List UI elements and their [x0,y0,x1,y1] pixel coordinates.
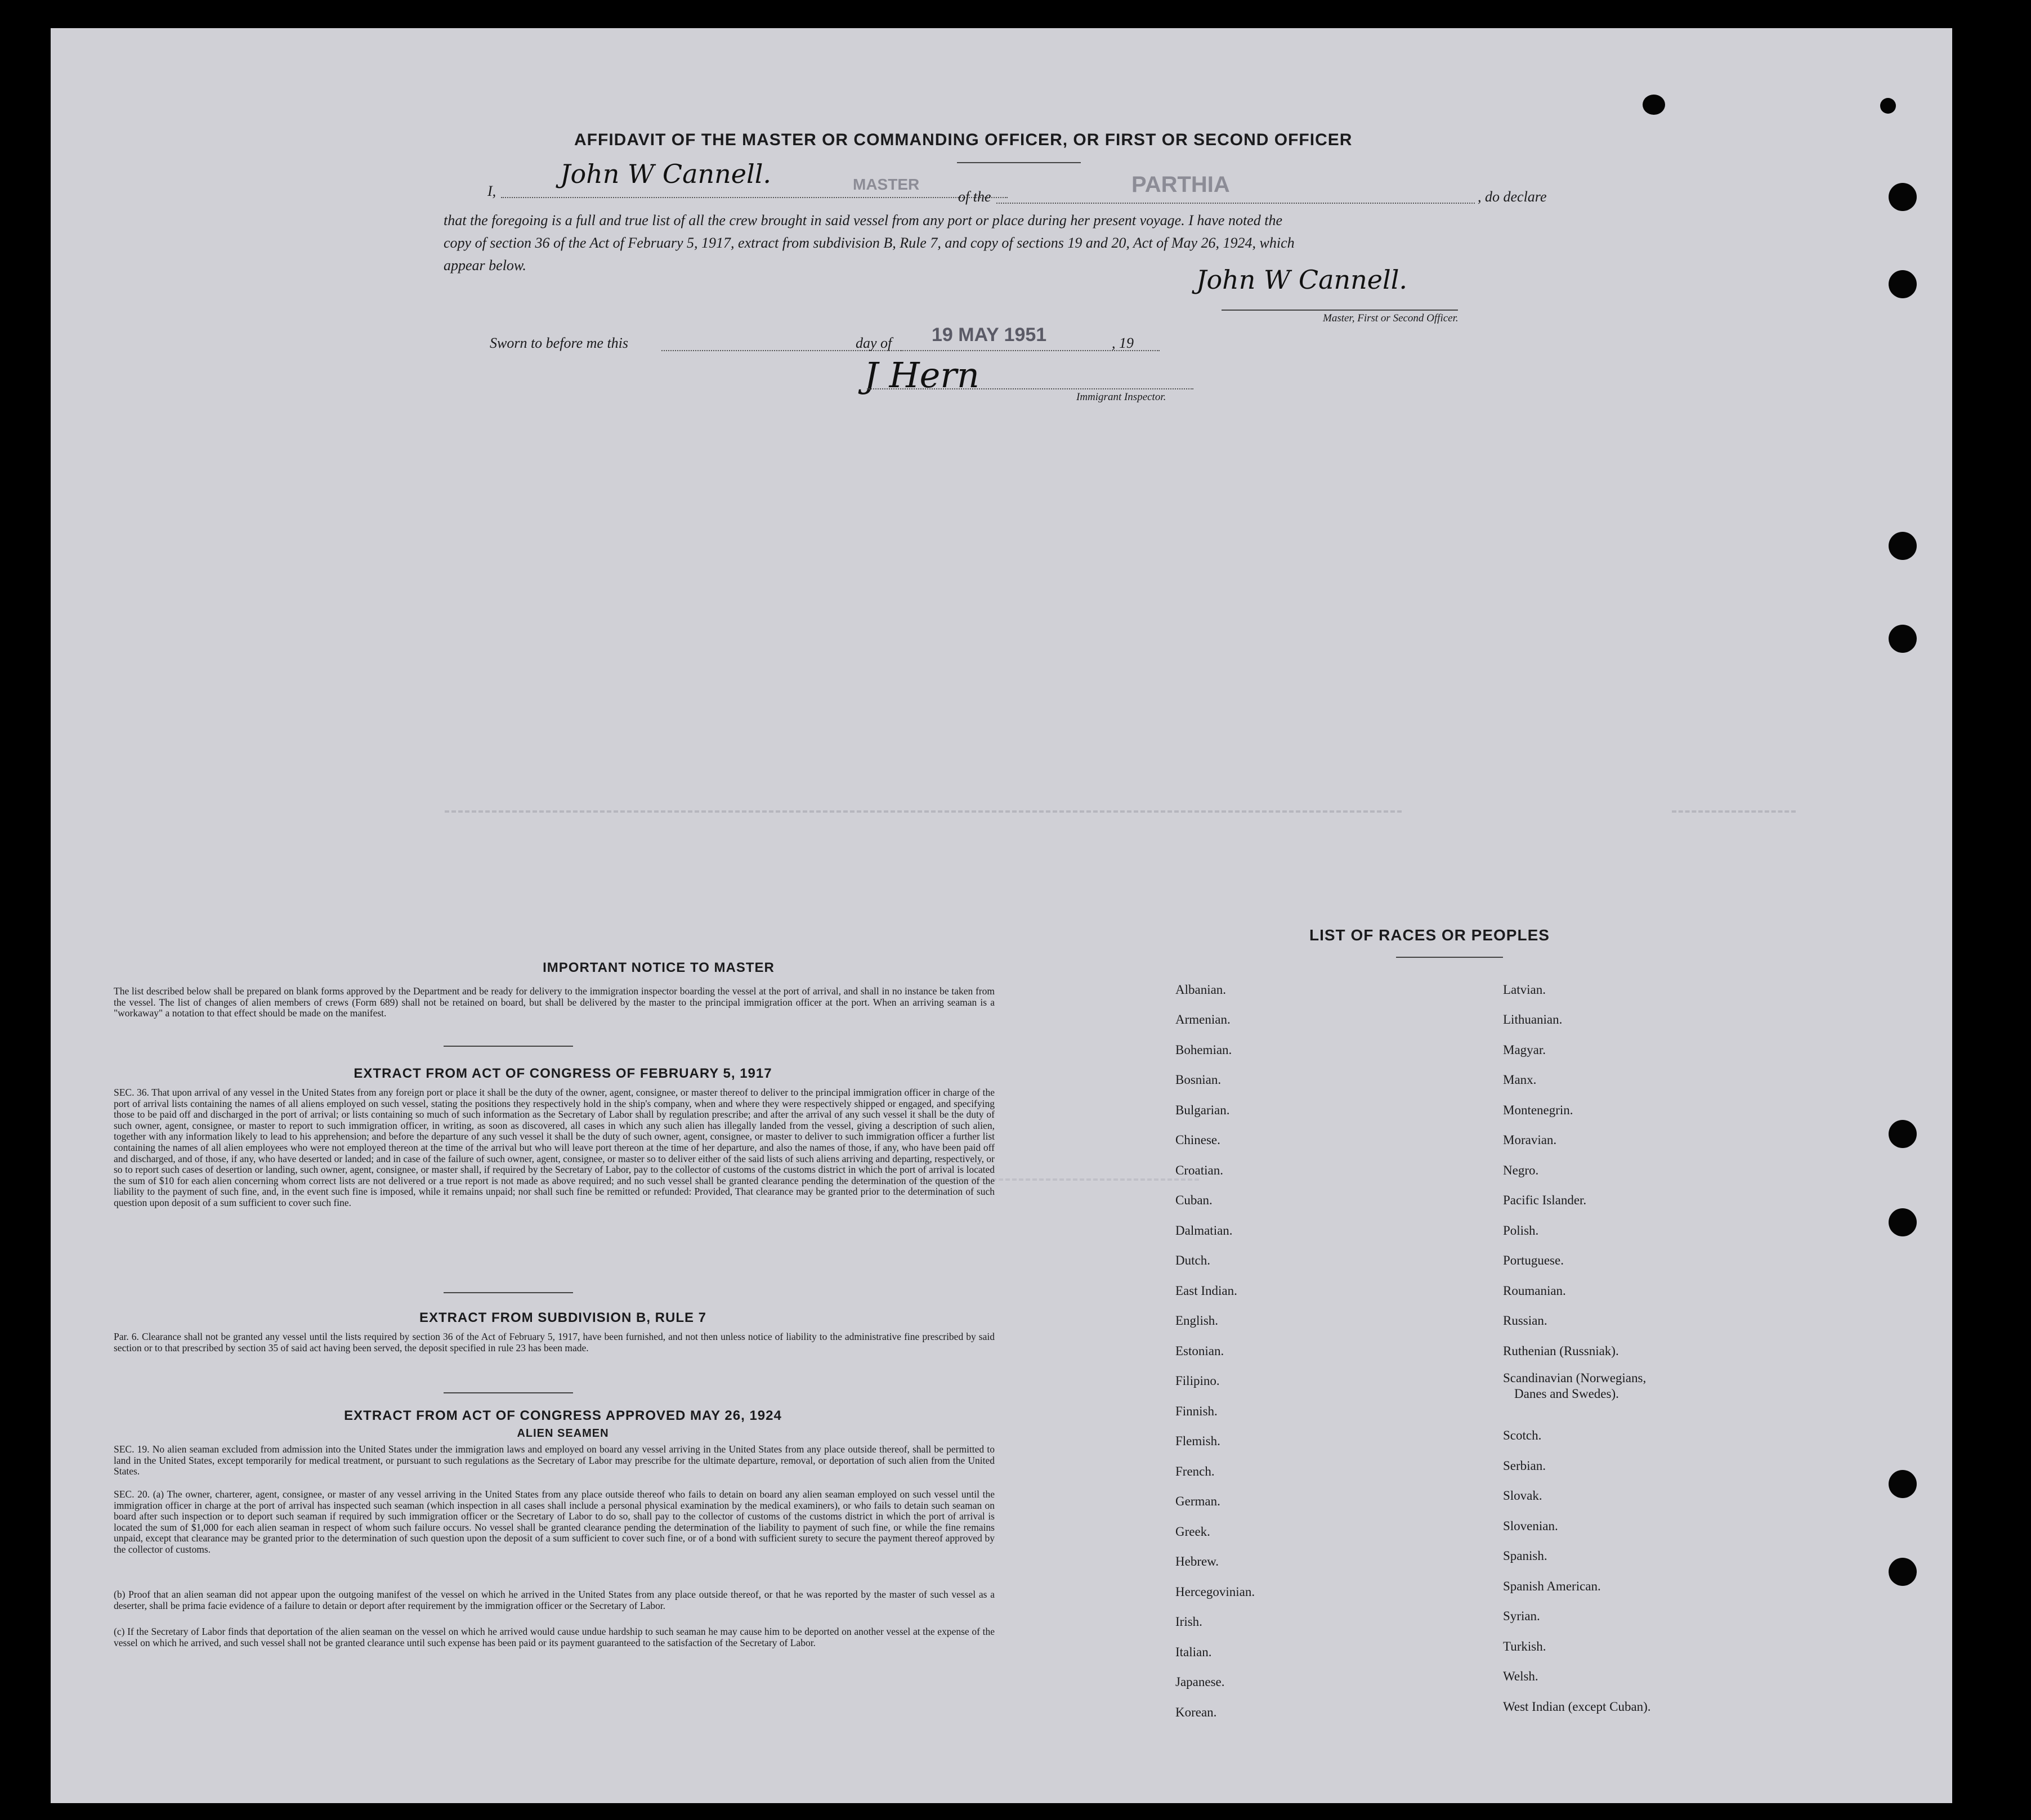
race-item: Turkish. [1503,1639,1546,1653]
affidavit-title: AFFIDAVIT OF THE MASTER OR COMMANDING OFFICER, OR FIRST OR SECOND OFFICER [574,131,1353,149]
do-declare-label: , do declare [1478,189,1547,205]
officer-signature-line [1222,310,1458,311]
inspector-signature-line [867,388,1193,389]
race-item: Irish. [1175,1615,1202,1629]
punch-hole [1889,532,1917,560]
race-item: Bulgarian. [1175,1103,1230,1117]
declaration-line-3: appear below. [444,257,526,274]
declaration-line-2: copy of section 36 of the Act of February 5, 1917, extract from subdivision B, Rule 7, and copy of sections 19 and 20, Act of May 26, 1924, which [444,235,1295,251]
punch-hole [1889,625,1917,653]
punch-hole [1889,1120,1917,1148]
extract-1924-title: EXTRACT FROM ACT OF CONGRESS APPROVED MAY 26, 1924 [344,1408,782,1423]
race-item: Croatian. [1175,1163,1223,1177]
vessel-name-stamp: PARTHIA [1131,172,1230,197]
race-item: Greek. [1175,1525,1210,1539]
race-item: Serbian. [1503,1459,1546,1473]
section-divider [444,1292,573,1293]
race-item: German. [1175,1494,1220,1508]
race-item: Dutch. [1175,1253,1210,1267]
race-item: Hercegovinian. [1175,1585,1255,1599]
section-divider [444,1392,573,1393]
race-item: Scandinavian (Norwegians, [1503,1371,1647,1385]
race-item: Italian. [1175,1645,1212,1659]
section-divider [444,1046,573,1047]
date-stamp: 19 MAY 1951 [932,324,1047,346]
race-item: Cuban. [1175,1193,1213,1207]
torn-hole [1643,95,1665,115]
race-item: Syrian. [1503,1609,1540,1623]
title-divider [957,162,1081,163]
rule7-text: Par. 6. Clearance shall not be granted any vessel until the lists required by section 36 of the Act of February 5, 1917, have been furnished, and not then unless notice of liability to the administrative fine prescribed by said section or to that prescribed by section 35 of said act having been served, the deposit specified in rule 23 has been made. [114,1331,995,1353]
punch-hole [1889,1208,1917,1236]
race-item: Lithuanian. [1503,1012,1563,1026]
rank-stamp: MASTER [853,176,920,193]
race-item: Scotch. [1503,1428,1542,1442]
alien-seamen-subtitle: ALIEN SEAMEN [517,1427,609,1440]
bleed-through-line [445,810,1402,813]
race-item: Albanian. [1175,983,1227,997]
punch-hole [1889,270,1917,298]
race-item: Finnish. [1175,1404,1218,1418]
bleed-through-line [1672,810,1796,813]
races-title-divider [1396,957,1503,958]
race-item: Polish. [1503,1223,1539,1238]
i-label: I, [487,183,496,199]
race-item: Filipino. [1175,1374,1220,1388]
master-name-signature: John W Cannell. [560,159,772,189]
vessel-blank-line [996,203,1475,204]
race-item: Manx. [1503,1073,1537,1087]
race-item: Estonian. [1175,1344,1224,1358]
race-item: Latvian. [1503,983,1546,997]
sec20b-text: (b) Proof that an alien seaman did not appear upon the outgoing manifest of the vessel on which he arrived in the United States from any place outside thereof, or that he was reported by the master of such vessel as a deserter, shall be prima facie evidence of a failure to detain or deport after requirement by the immigration officer or the Secretary of Labor. [114,1589,995,1611]
inspector-label: Immigrant Inspector. [1076,391,1166,403]
torn-hole [1880,98,1896,114]
race-item: West Indian (except Cuban). [1503,1700,1651,1714]
extract-1917-text: SEC. 36. That upon arrival of any vessel in the United States from any foreign port or place it shall be the duty of the owner, agent, consignee, or master thereof to deliver to the principal immigration officer in charge of the port of arrival lists containing the names of all aliens employed on such vessel, stating the positions they respectively hold in the ship's company, when and where they were respectively shipped or engaged, and specifying those to be paid off and discharged in the port of arrival; or lists containing so much of such information as the Secretary of Labor shall by regulation prescribe; and after the arrival of any such vessel it shall be the duty of such owner, agent, consignee, or master to report to such immigration officer, in writing, as soon as discovered, all cases in which any such alien has illegally landed from the vessel, giving a description of such alien, together with any information likely to lead to his apprehension; and before the departure of any such vessel it shall be the duty of such owner, agent, consignee, or master to deliver to such immigration officer a further list containing the names of all alien employees who were not employed thereon at the time of the arrival but who will leave port thereon at the time of her departure, and also the names of those, if any, who have been paid off and discharged, and of those, if any, who have deserted or landed; and in case of the failure of such owner, agent, consignee, or master so to deliver either of the said lists of such aliens arriving and departing, respectively, or so to report such cases of desertion or landing, such owner, agent, consignee, or master shall, if required by the Secretary of Labor, pay to the collector of customs of the customs district in which the port of arrival is located the sum of $10 for each alien concerning whom correct lists are not delivered or a true report is not made as above required; and no such vessel shall be granted clearance pending the determination of the question of the liability to the payment of such fine, and, in the event such fine is imposed, while it remains unpaid; nor shall such fine be remitted or refunded: Provided, That clearance may be granted prior to the determination of such question upon deposit of a sum sufficient to cover such fine. [114,1087,995,1208]
race-item: Magyar. [1503,1043,1546,1057]
officer-label: Master, First or Second Officer. [1323,312,1459,324]
race-item: Spanish. [1503,1549,1547,1563]
year-label: , 19 [1112,335,1134,351]
inspector-signature: J Hern [864,355,979,396]
race-item: Negro. [1503,1163,1539,1177]
race-item: Flemish. [1175,1434,1220,1448]
punch-hole [1889,1558,1917,1586]
race-item: French. [1175,1464,1215,1478]
race-item: Welsh. [1503,1669,1538,1683]
race-item: Armenian. [1175,1012,1231,1026]
race-item: Hebrew. [1175,1554,1219,1568]
of-the-label: of the [958,189,991,205]
race-item: Danes and Swedes). [1514,1387,1619,1401]
race-item: Slovak. [1503,1489,1542,1503]
race-item: English. [1175,1314,1219,1328]
race-item: Bosnian. [1175,1073,1222,1087]
race-item: Spanish American. [1503,1579,1601,1593]
race-item: Japanese. [1175,1675,1225,1689]
rule7-title: EXTRACT FROM SUBDIVISION B, RULE 7 [419,1310,707,1325]
race-item: Roumanian. [1503,1284,1566,1298]
officer-signature: John W Cannell. [1196,265,1408,295]
punch-hole [1889,1470,1917,1498]
race-item: Chinese. [1175,1133,1220,1147]
race-item: East Indian. [1175,1284,1237,1298]
race-item: Russian. [1503,1314,1547,1328]
race-item: Moravian. [1503,1133,1557,1147]
notice-text: The list described below shall be prepared on blank forms approved by the Department and be ready for delivery to the immigration inspector boarding the vessel at the port of arrival, and shall in no instance be taken from the vessel. The list of changes of alien members of crews (Form 689) shall not be retained on board, but shall be delivered by the master to the principal immigration officer at the port. When an arriving seaman is a "workaway" a notation to that effect should be made on the manifest. [114,985,995,1019]
race-item: Montenegrin. [1503,1103,1573,1117]
day-of-label: day of [856,335,892,351]
sworn-label: Sworn to before me this [490,335,629,351]
name-blank-line [501,197,1008,198]
race-item: Pacific Islander. [1503,1193,1587,1207]
declaration-line-1: that the foregoing is a full and true list of all the crew brought in said vessel from any port or place during her present voyage. I have noted the [444,212,1282,228]
extract-1917-title: EXTRACT FROM ACT OF CONGRESS OF FEBRUARY 5, 1917 [354,1066,772,1081]
race-item: Dalmatian. [1175,1223,1233,1238]
race-item: Bohemian. [1175,1043,1232,1057]
race-item: Ruthenian (Russniak). [1503,1344,1619,1358]
notice-title: IMPORTANT NOTICE TO MASTER [543,960,775,975]
document-page [51,28,1952,1803]
sec19-text: SEC. 19. No alien seaman excluded from admission into the United States under the immigration laws and employed on board any vessel arriving in the United States from any place outside thereof, shall be permitted to land in the United States, except temporarily for medical treatment, or pursuant to such regulations as the Secretary of Labor may prescribe for the ultimate departure, removal, or deportation of such alien from the United States. [114,1444,995,1477]
sec20c-text: (c) If the Secretary of Labor finds that deportation of the alien seaman on the vessel on which he arrived would cause undue hardship to such seaman he may cause him to be deported on another vessel at the expense of the vessel on which he arrived, and such vessel shall not be granted clearance until such expense has been paid or its payment guaranteed to the satisfaction of the Secretary of Labor. [114,1626,995,1648]
race-item: Portuguese. [1503,1253,1564,1267]
sec20a-text: SEC. 20. (a) The owner, charterer, agent, consignee, or master of any vessel arriving in the United States from any place outside thereof who fails to detain on board any alien seaman employed on such vessel until the immigration officer in charge at the port of arrival has inspected such seaman (which inspection in all cases shall include a personal physical examination by the medical examiners), or who fails to detain such seaman on board after such inspection or to deport such seaman if required by such immigration officer or the Secretary of Labor to do so, shall pay to the collector of customs of the customs district in which the port of arrival is located the sum of $1,000 for each alien seaman in respect of whom such failure occurs. No vessel shall be granted clearance pending the determination of the liability to payment of such fine, or while the fine remains unpaid, except that clearance may be granted prior to the determination of such question upon the deposit of a sum sufficient to cover such fine, or of a bond with sufficient surety to secure the payment thereof approved by the collector of customs. [114,1489,995,1555]
races-title: LIST OF RACES OR PEOPLES [1309,926,1550,944]
race-item: Slovenian. [1503,1519,1558,1533]
punch-hole [1889,183,1917,211]
race-item: Korean. [1175,1705,1217,1719]
